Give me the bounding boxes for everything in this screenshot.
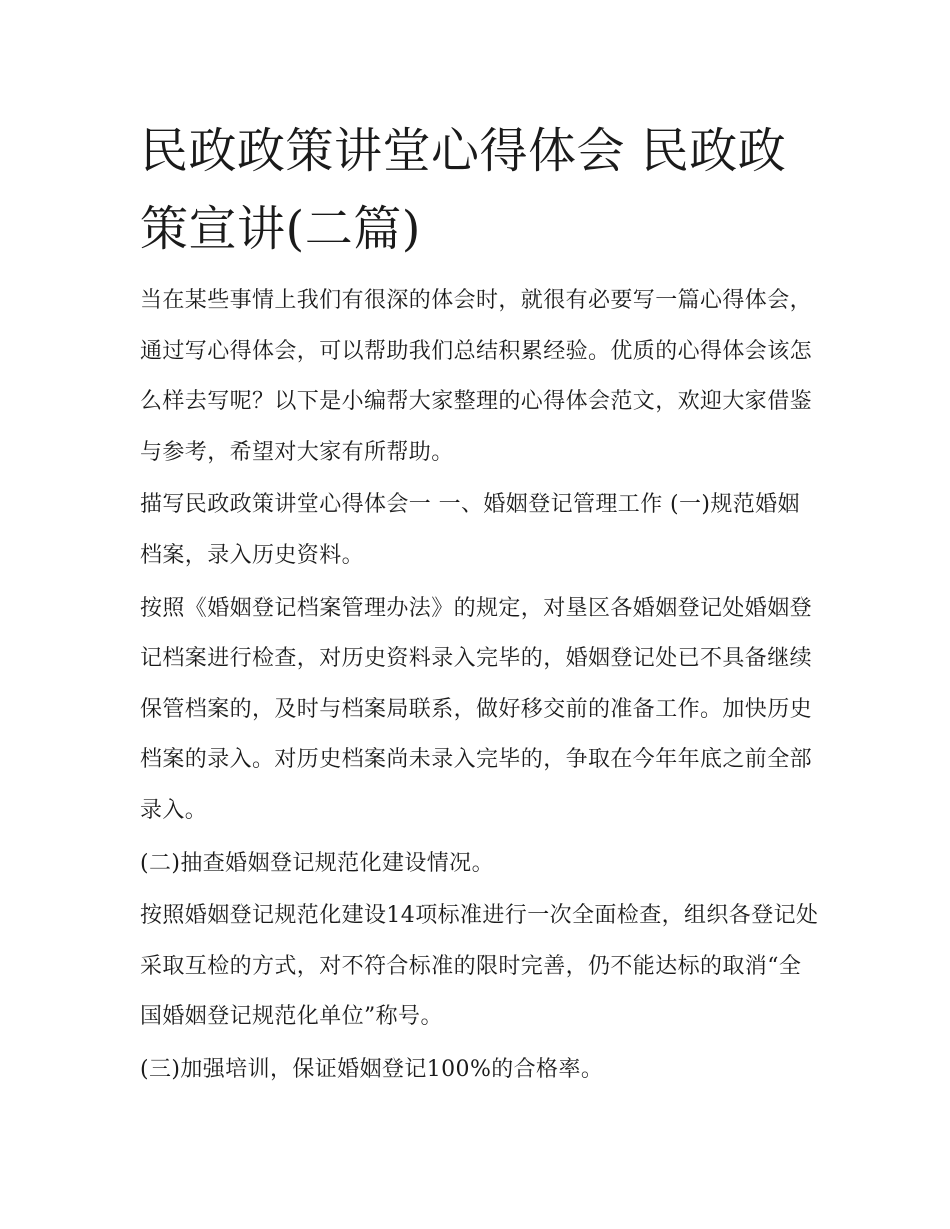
archive-paragraph: 按照《婚姻登记档案管理办法》的规定，对垦区各婚姻登记处婚姻登记档案进行检查，对历史资料录入完毕的，婚姻登记处已不具备继续保管档案的，及时与档案局联系，做好移交前的准备工作。加快历史档案的录入。对历史档案尚未录入完毕的，争取在今年年底之前全部录入。 xyxy=(140,595,813,823)
subheading-inspection: (二)抽查婚姻登记规范化建设情况。 xyxy=(140,850,494,876)
intro-paragraph: 当在某些事情上我们有很深的体会时，就很有必要写一篇心得体会，通过写心得体会，可以帮助我们总结积累经验。优质的心得体会该怎么样去写呢？以下是小编帮大家整理的心得体会范文，欢迎大家借鉴与参考，希望对大家有所帮助。 xyxy=(140,288,813,465)
subheading-training: (三)加强培训，保证婚姻登记100%的合格率。 xyxy=(140,1056,604,1082)
document-body xyxy=(140,276,820,1098)
section-heading-paragraph: 描写民政政策讲堂心得体会一 一、婚姻登记管理工作 (一)规范婚姻档案，录入历史资料。 xyxy=(140,492,800,568)
document-title: 民政政策讲堂心得体会 民政政策宣讲(二篇) xyxy=(140,123,787,257)
standards-paragraph: 按照婚姻登记规范化建设14项标准进行一次全面检查，组织各登记处采取互检的方式，对不符合标准的限时完善，仍不能达标的取消“全国婚姻登记规范化单位”称号。 xyxy=(140,903,819,1030)
